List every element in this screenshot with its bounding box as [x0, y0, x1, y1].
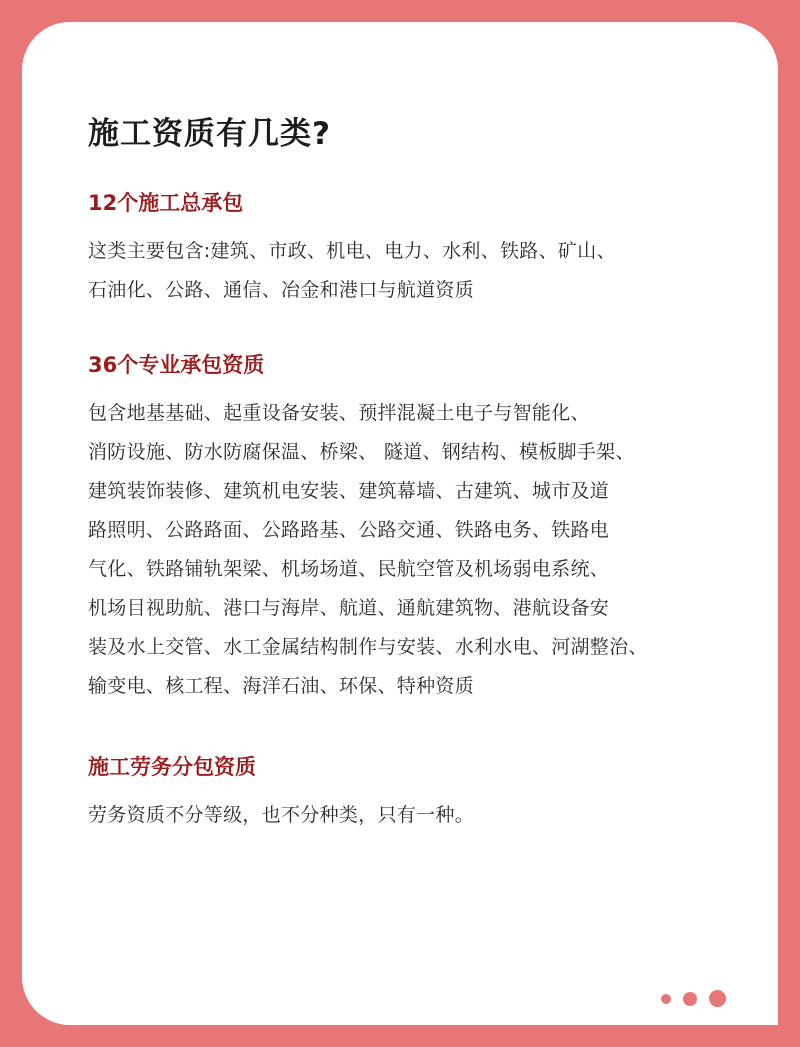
body-line: 路照明、公路路面、公路路基、公路交通、铁路电务、铁路电 [88, 519, 610, 541]
section-labor-subcontracting [88, 752, 778, 835]
section-body [88, 394, 728, 706]
section-heading: 施工劳务分包资质 [88, 755, 256, 779]
page-title: 施工资质有几类? [88, 116, 331, 152]
body-line: 气化、铁路铺轨架梁、机场场道、民航空管及机场弱电系统、 [88, 558, 610, 580]
body-line: 建筑装饰装修、建筑机电安装、建筑幕墙、古建筑、城市及道 [88, 480, 610, 502]
section-general-contracting [88, 188, 778, 310]
pagination-dots [661, 990, 726, 1007]
section-specialty-contracting [88, 350, 778, 706]
content-card [22, 22, 778, 1025]
body-line: 包含地基基础、起重设备安装、预拌混凝土电子与智能化、 [88, 402, 590, 424]
body-line: 消防设施、防水防腐保温、桥梁、 隧道、钢结构、模板脚手架、 [88, 441, 635, 463]
body-line: 输变电、核工程、海洋石油、环保、特种资质 [88, 675, 475, 697]
body-line: 装及水上交管、水工金属结构制作与安装、水利水电、河湖整治、 [88, 636, 648, 658]
page-dot [683, 992, 697, 1006]
body-line: 机场目视助航、港口与海岸、航道、通航建筑物、港航设备安 [88, 597, 610, 619]
page-dot [709, 990, 726, 1007]
section-body [88, 232, 728, 310]
section-body [88, 796, 728, 835]
body-line: 石油化、公路、通信、冶金和港口与航道资质 [88, 279, 475, 301]
page-dot [661, 994, 671, 1004]
section-heading: 12个施工总承包 [88, 191, 244, 215]
body-line: 这类主要包含:建筑、市政、机电、电力、水利、铁路、矿山、 [88, 240, 616, 262]
section-heading: 36个专业承包资质 [88, 353, 265, 377]
body-line: 劳务资质不分等级，也不分种类，只有一种。 [88, 804, 475, 826]
